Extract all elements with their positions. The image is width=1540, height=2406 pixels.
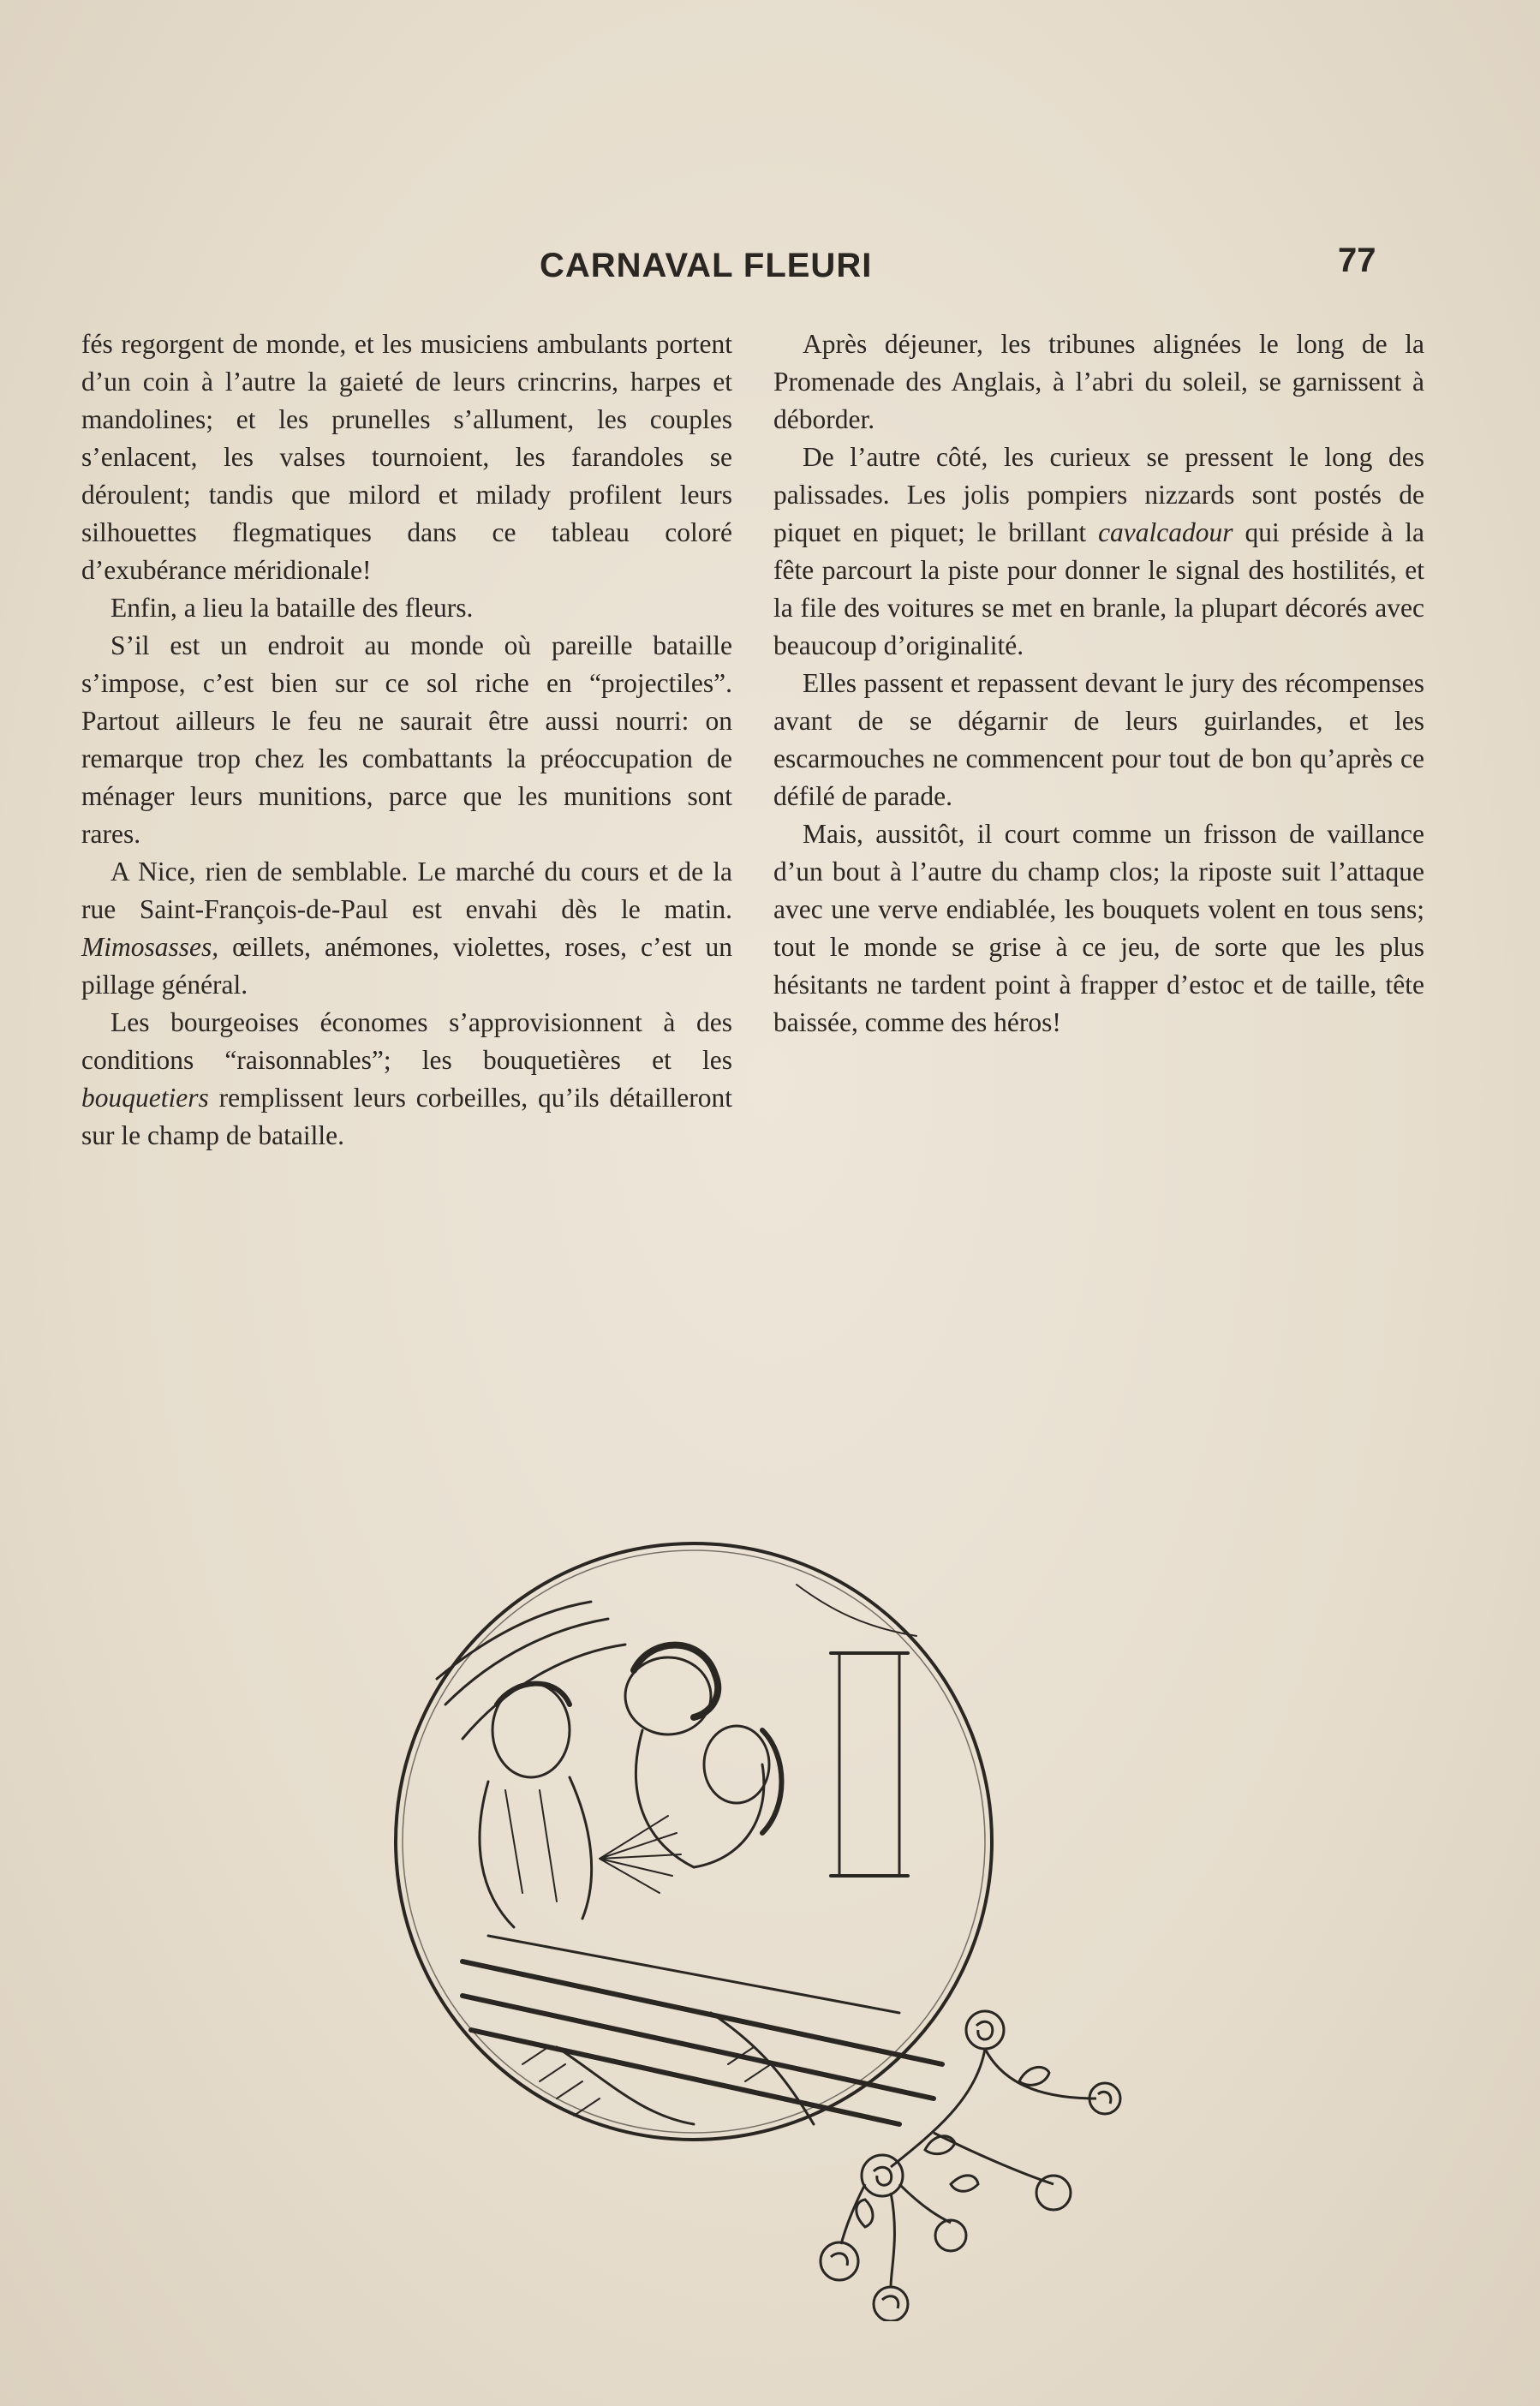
text-run: remplissent leurs corbeilles, qu’ils détailleront sur le champ de bataille. xyxy=(81,1083,732,1150)
paragraph: Enfin, a lieu la bataille des fleurs. xyxy=(110,593,474,623)
paragraph: S’il est un endroit au monde où pareille bataille s’impose, c’est bien sur ce sol riche en “projectiles”. Partout ailleurs le feu ne saurait être aussi nourri: on remarque trop chez les combattants la préoccupation de ménager leurs munitions, parce que les munitions sont rares. xyxy=(81,630,732,849)
paragraph: Elles passent et repassent devant le jury des récompenses avant de se dégarnir de leurs guirlandes, et les escarmouches ne commencent pour tout de bon qu’après ce défilé de parade. xyxy=(773,668,1424,811)
page-number: 77 xyxy=(1338,242,1376,279)
running-title: CARNAVAL FLEURI xyxy=(540,247,873,284)
italic-term: cavalcadour xyxy=(1098,517,1233,547)
paragraph: Mais, aussitôt, il court comme un frisson de vaillance d’un bout à l’autre du champ clos; la riposte suit l’attaque avec une verve endiablée, les bouquets volent en tous sens; tout le monde se grise à ce jeu, de sorte que les plus hésitants ne tardent point à frapper d’estoc et de taille, tête baissée, comme des héros! xyxy=(773,819,1424,1037)
text-run: œillets, anémones, violettes, roses, c’est un pillage général. xyxy=(81,932,732,1000)
left-column xyxy=(81,325,732,1155)
right-column xyxy=(773,325,1424,1042)
paragraph: fés regorgent de monde, et les musiciens ambulants portent d’un coin à l’autre la gaieté de leurs crincrins, harpes et mandolines; et les prunelles s’allument, les couples s’enlacent, les valses tournoient, les farandoles se déroulent; tandis que milord et milady profilent leurs silhouettes flegmatiques dans ce tableau coloré d’exubérance méridionale! xyxy=(81,329,732,585)
italic-term: bouquetiers xyxy=(81,1083,209,1113)
text-run: A Nice, rien de semblable. Le marché du cours et de la rue Saint-François-de-Paul est envahi dès le matin. xyxy=(81,857,732,924)
text-run: qui préside à la fête parcourt la piste pour donner le signal des hostilités, et la file des voitures se met en branle, la plupart décorés avec beaucoup d’originalité. xyxy=(773,517,1425,660)
text-run: Les bourgeoises économes s’approvisionnent à des conditions “raisonnables”; les bouquetières et les xyxy=(81,1007,732,1075)
paragraph xyxy=(81,853,732,1004)
paragraph xyxy=(773,439,1424,665)
vignette-illustration xyxy=(385,1533,1139,2321)
italic-term: Mimosasses, xyxy=(81,932,219,962)
paragraph xyxy=(81,1004,732,1155)
vignette-drawing xyxy=(385,1533,1139,2321)
paragraph: Après déjeuner, les tribunes alignées le long de la Promenade des Anglais, à l’abri du soleil, se garnissent à déborder. xyxy=(773,329,1424,434)
text-run: De l’autre côté, les curieux se pressent le long des palissades. Les jolis pompiers nizzards sont postés de piquet en piquet; le brillant xyxy=(773,442,1424,547)
